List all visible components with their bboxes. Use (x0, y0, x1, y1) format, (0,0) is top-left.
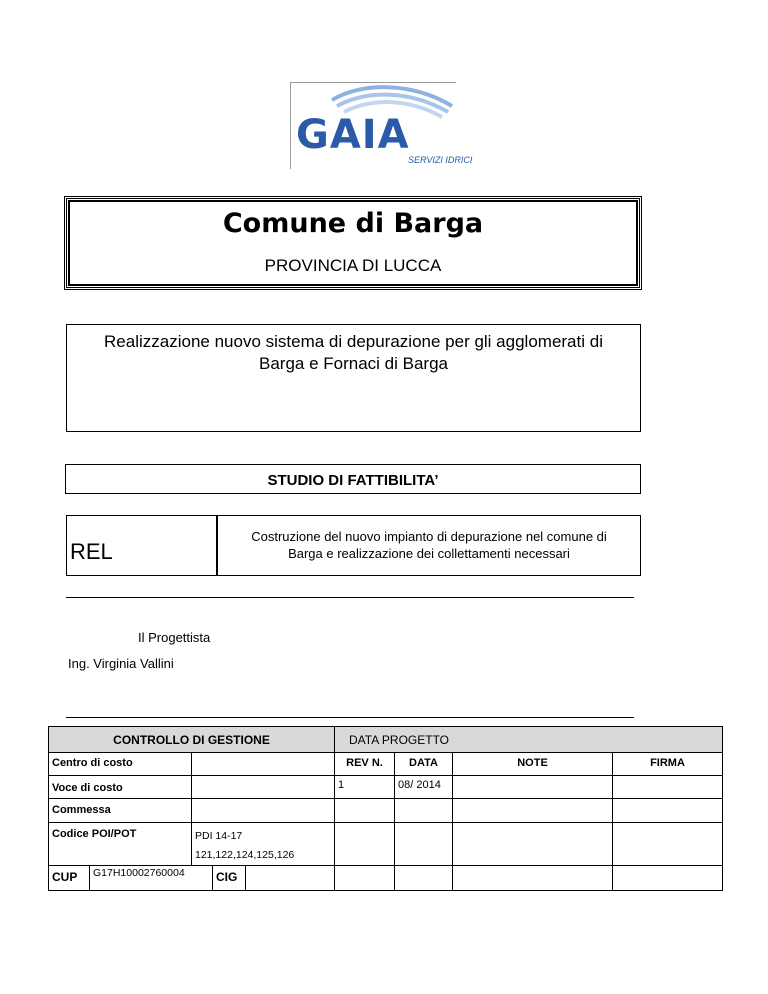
municipality-title: Comune di Barga (222, 208, 484, 239)
separator-rule (66, 717, 634, 718)
rev-cell (335, 823, 395, 866)
cost-item-label: Voce di costo (49, 776, 192, 799)
poi-value-line-2: 121,122,124,125,126 (195, 849, 295, 861)
order-label: Commessa (49, 799, 192, 823)
signature-cell (613, 866, 723, 891)
signature-value[interactable] (613, 776, 723, 799)
rel-description (220, 528, 638, 562)
rel-desc-line-2: Barga e realizzazione dei collettamenti necessari (288, 546, 570, 561)
notes-header: NOTE (453, 753, 613, 776)
cost-item-value[interactable] (192, 776, 335, 799)
designer-role: Il Progettista (138, 630, 211, 645)
designer-name: Ing. Virginia Vallini (68, 656, 174, 671)
notes-value[interactable] (453, 776, 613, 799)
order-value[interactable] (192, 799, 335, 823)
rel-desc-line-1: Costruzione del nuovo impianto di depurazione nel comune di (251, 529, 607, 544)
separator-rule (66, 597, 634, 598)
project-description (70, 331, 637, 375)
cost-center-label: Centro di costo (49, 753, 192, 776)
notes-cell (453, 799, 613, 823)
date-header: DATA (395, 753, 453, 776)
cig-value[interactable] (246, 866, 335, 891)
date-value: 08/ 2014 (395, 776, 453, 799)
province-subtitle: PROVINCIA DI LUCCA (264, 256, 442, 275)
poi-value-line-1: PDI 14-17 (195, 830, 243, 842)
date-cell (395, 866, 453, 891)
control-header: CONTROLLO DI GESTIONE (49, 727, 335, 753)
logo-tagline: SERVIZI IDRICI (408, 155, 473, 165)
signature-header: FIRMA (613, 753, 723, 776)
poi-code-value (192, 823, 335, 866)
cost-center-value[interactable] (192, 753, 335, 776)
rel-divider (216, 515, 218, 576)
study-title: STUDIO DI FATTIBILITA’ (267, 472, 439, 489)
notes-cell (453, 866, 613, 891)
signature-cell (613, 823, 723, 866)
rev-cell (335, 866, 395, 891)
cig-label: CIG (213, 866, 246, 891)
cup-label: CUP (49, 866, 90, 891)
rev-header: REV N. (335, 753, 395, 776)
rev-cell (335, 799, 395, 823)
date-cell (395, 823, 453, 866)
logo-brand: GAIA (296, 112, 410, 158)
control-table (48, 726, 723, 891)
gaia-logo (292, 84, 473, 168)
poi-code-label: Codice POI/POT (49, 823, 192, 866)
rel-label: REL (70, 539, 113, 564)
project-line-1: Realizzazione nuovo sistema di depurazione per gli agglomerati di (104, 332, 603, 351)
rev-value: 1 (335, 776, 395, 799)
notes-cell (453, 823, 613, 866)
cup-value: G17H10002760004 (90, 866, 213, 891)
signature-cell (613, 799, 723, 823)
project-date-header: DATA PROGETTO (335, 727, 723, 753)
project-line-2: Barga e Fornaci di Barga (259, 354, 448, 373)
date-cell (395, 799, 453, 823)
